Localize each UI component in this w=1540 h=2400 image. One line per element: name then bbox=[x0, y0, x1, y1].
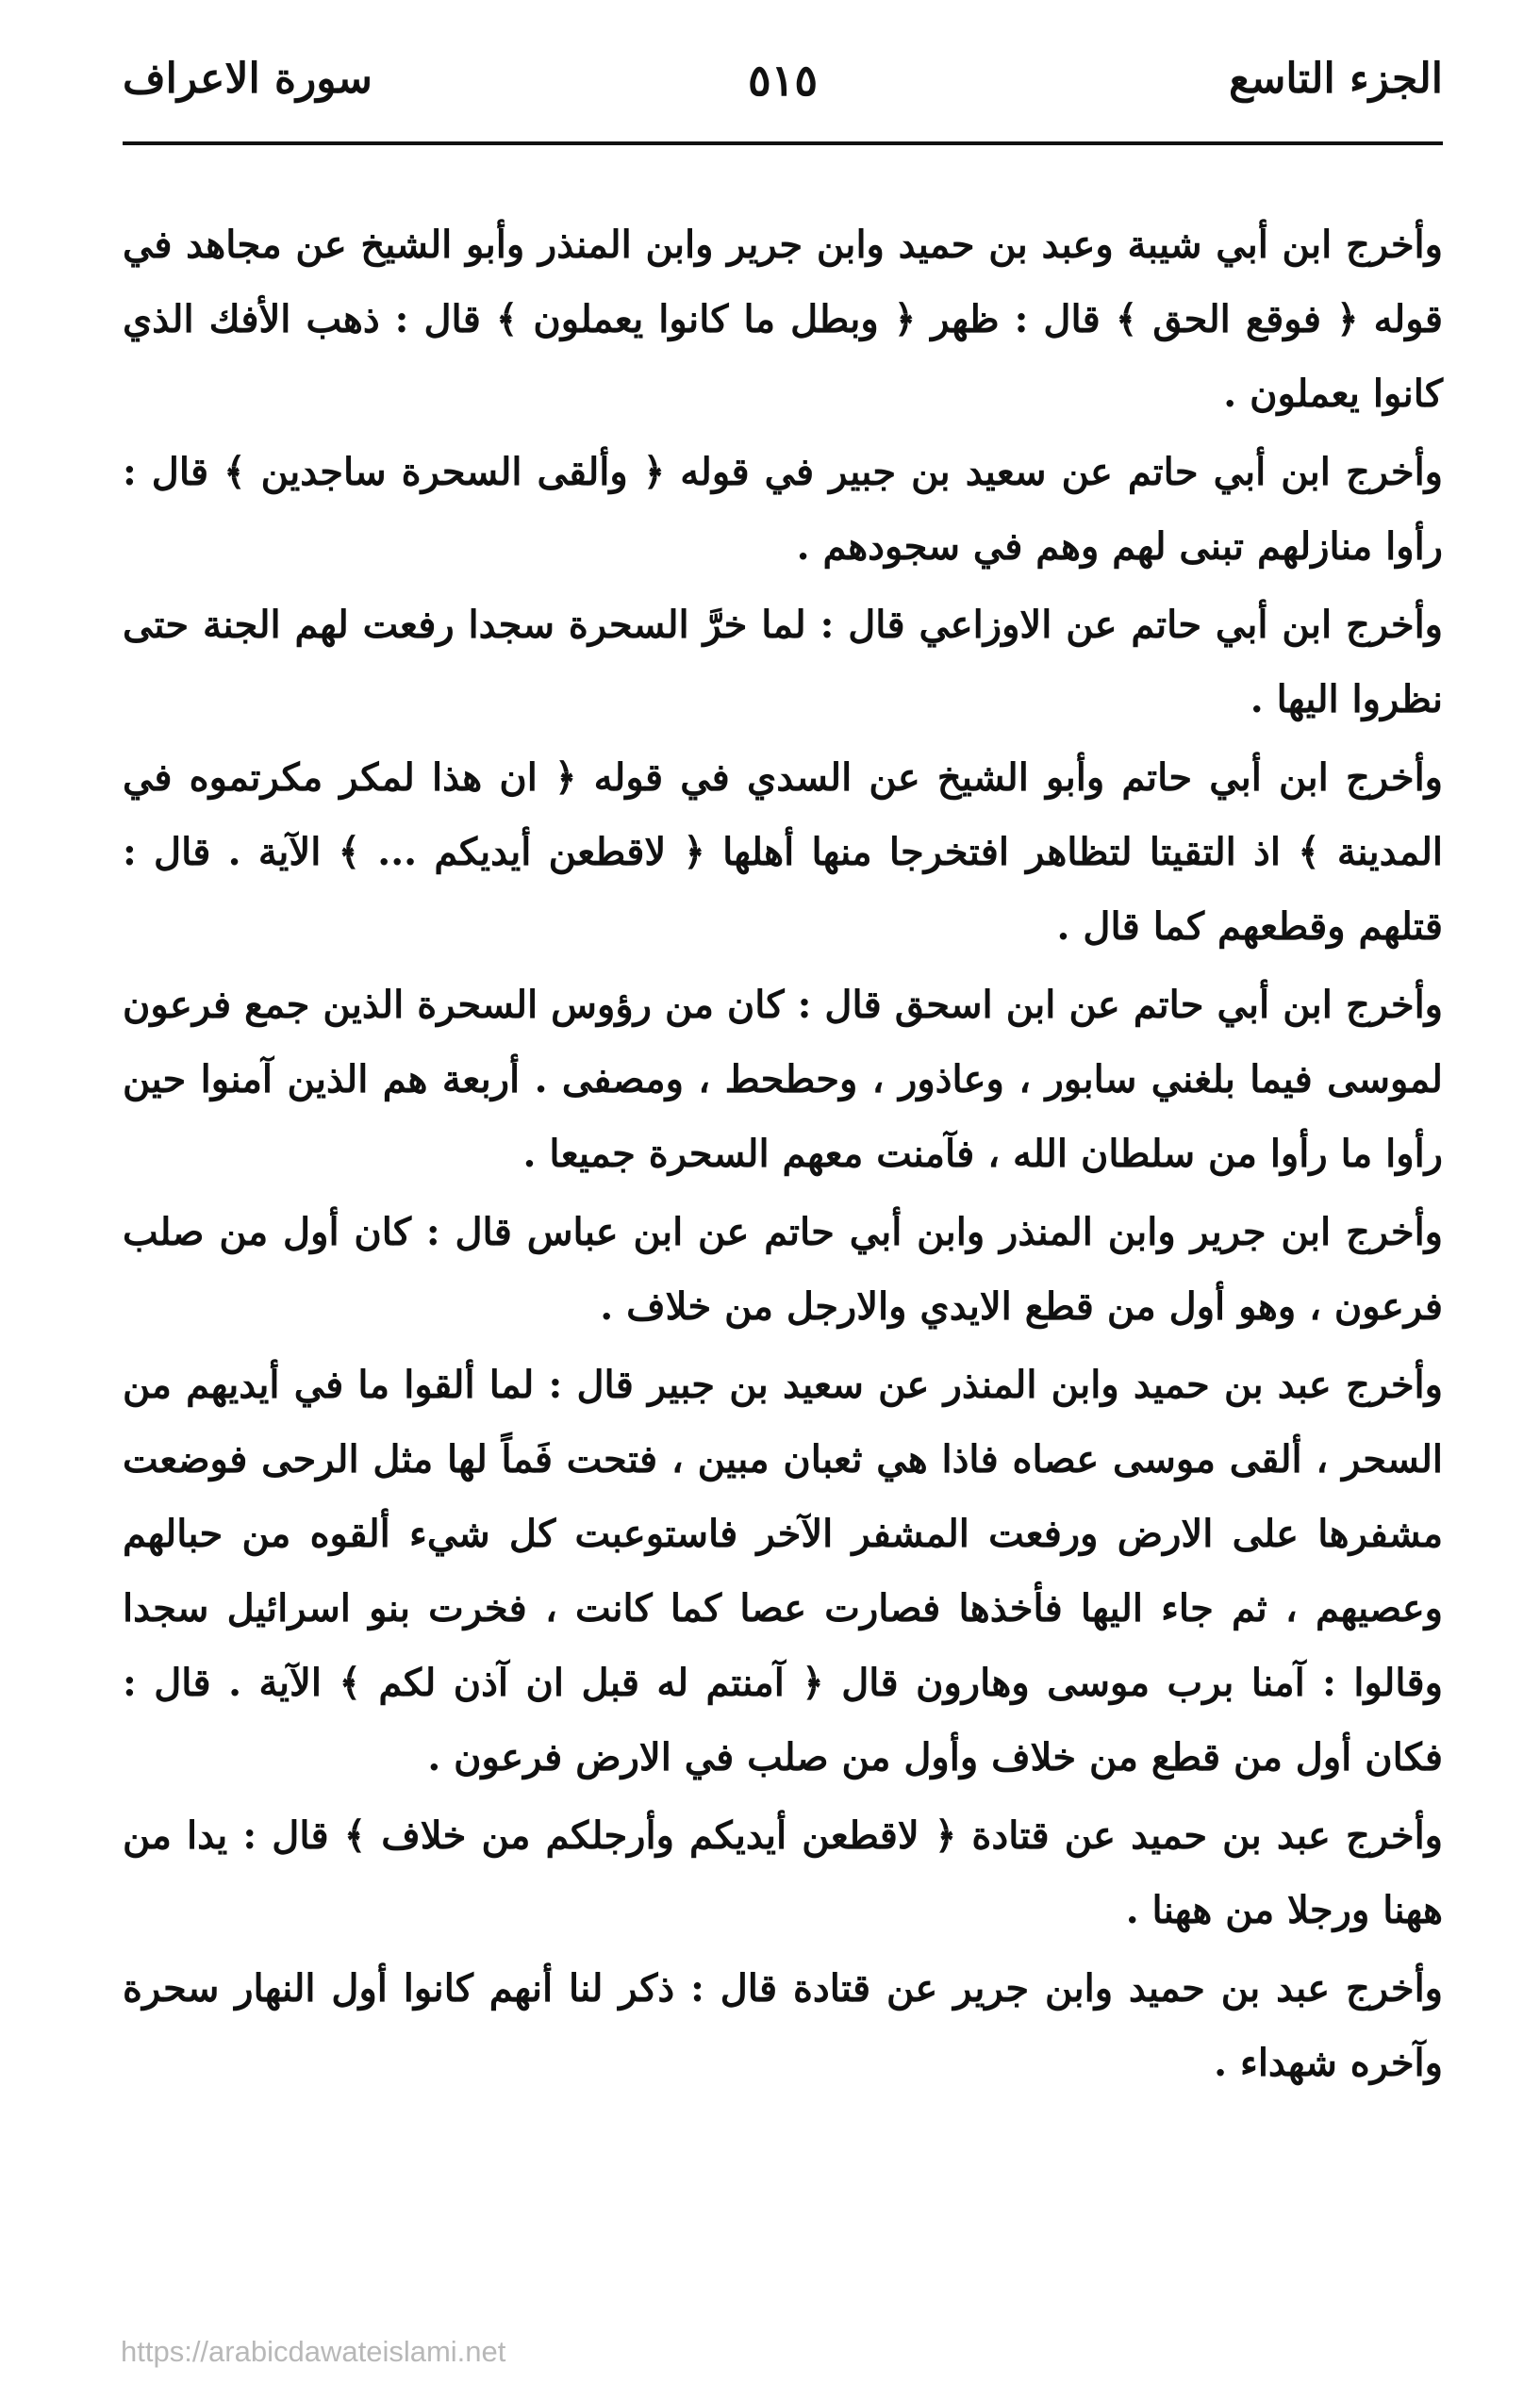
paragraph: وأخرج ابن أبي حاتم عن سعيد بن جبير في قوله ﴿ وألقى السحرة ساجدين ﴾ قال : رأوا منازلهم تبنى لهم وهم في سجودهم . bbox=[123, 450, 1443, 569]
paragraph: وأخرج عبد بن حميد وابن المنذر عن سعيد بن جبير قال : لما ألقوا ما في أيديهم من السحر ، ألقى موسى عصاه فاذا هي ثعبان مبين ، فتحت فَماً لها مثل الرحى فوضعت مشفرها على الارض ورفعت المشفر الآخر فاستوعبت كل شيء ألقوه من حبالهم وعصيهم ، ثم جاء اليها فأخذها فصارت عصا كما كانت ، فخرت بنو اسرائيل سجدا وقالوا : آمنا برب موسى وهارون قال ﴿ آمنتم له قبل ان آذن لكم ﴾ الآية . قال : فكان أول من قطع من خلاف وأول من صلب في الارض فرعون . bbox=[123, 1363, 1443, 1779]
header-divider bbox=[123, 141, 1443, 145]
paragraph: وأخرج عبد بن حميد وابن جرير عن قتادة قال : ذكر لنا أنهم كانوا أول النهار سحرة وآخره شهداء . bbox=[123, 1966, 1443, 2085]
paragraph: وأخرج ابن أبي شيبة وعبد بن حميد وابن جرير وابن المنذر وأبو الشيخ عن مجاهد في قوله ﴿ فوقع الحق ﴾ قال : ظهر ﴿ وبطل ما كانوا يعملون ﴾ قال : ذهب الأفك الذي كانوا يعملون . bbox=[123, 223, 1443, 416]
page-header bbox=[123, 55, 1443, 130]
page-number: ٥١٥ bbox=[747, 55, 819, 106]
juz-title: الجزء التاسع bbox=[1229, 55, 1443, 103]
paragraph: وأخرج ابن أبي حاتم عن الاوزاعي قال : لما خرَّ السحرة سجدا رفعت لهم الجنة حتى نظروا اليها . bbox=[123, 603, 1443, 721]
paragraph: وأخرج ابن أبي حاتم عن ابن اسحق قال : كان من رؤوس السحرة الذين جمع فرعون لموسى فيما بلغني سابور ، وعاذور ، وحطحط ، ومصفى . أربعة هم الذين آمنوا حين رأوا ما رأوا من سلطان الله ، فآمنت معهم السحرة جميعا . bbox=[123, 983, 1443, 1176]
paragraph: وأخرج عبد بن حميد عن قتادة ﴿ لاقطعن أيديكم وأرجلكم من خلاف ﴾ قال : يدا من ههنا ورجلا من ههنا . bbox=[123, 1813, 1443, 1932]
paragraph: وأخرج ابن جرير وابن المنذر وابن أبي حاتم عن ابن عباس قال : كان أول من صلب فرعون ، وهو أول من قطع الايدي والارجل من خلاف . bbox=[123, 1210, 1443, 1329]
watermark-url: https://arabicdawateislami.net bbox=[121, 2335, 506, 2368]
paragraph: وأخرج ابن أبي حاتم وأبو الشيخ عن السدي في قوله ﴿ ان هذا لمكر مكرتموه في المدينة ﴾ اذ التقيتا لتظاهر افتخرجا منها أهلها ﴿ لاقطعن أيديكم ... ﴾ الآية . قال : قتلهم وقطعهم كما قال . bbox=[123, 755, 1443, 949]
surah-title: سورة الاعراف bbox=[123, 55, 373, 103]
page-body bbox=[123, 207, 1443, 2104]
